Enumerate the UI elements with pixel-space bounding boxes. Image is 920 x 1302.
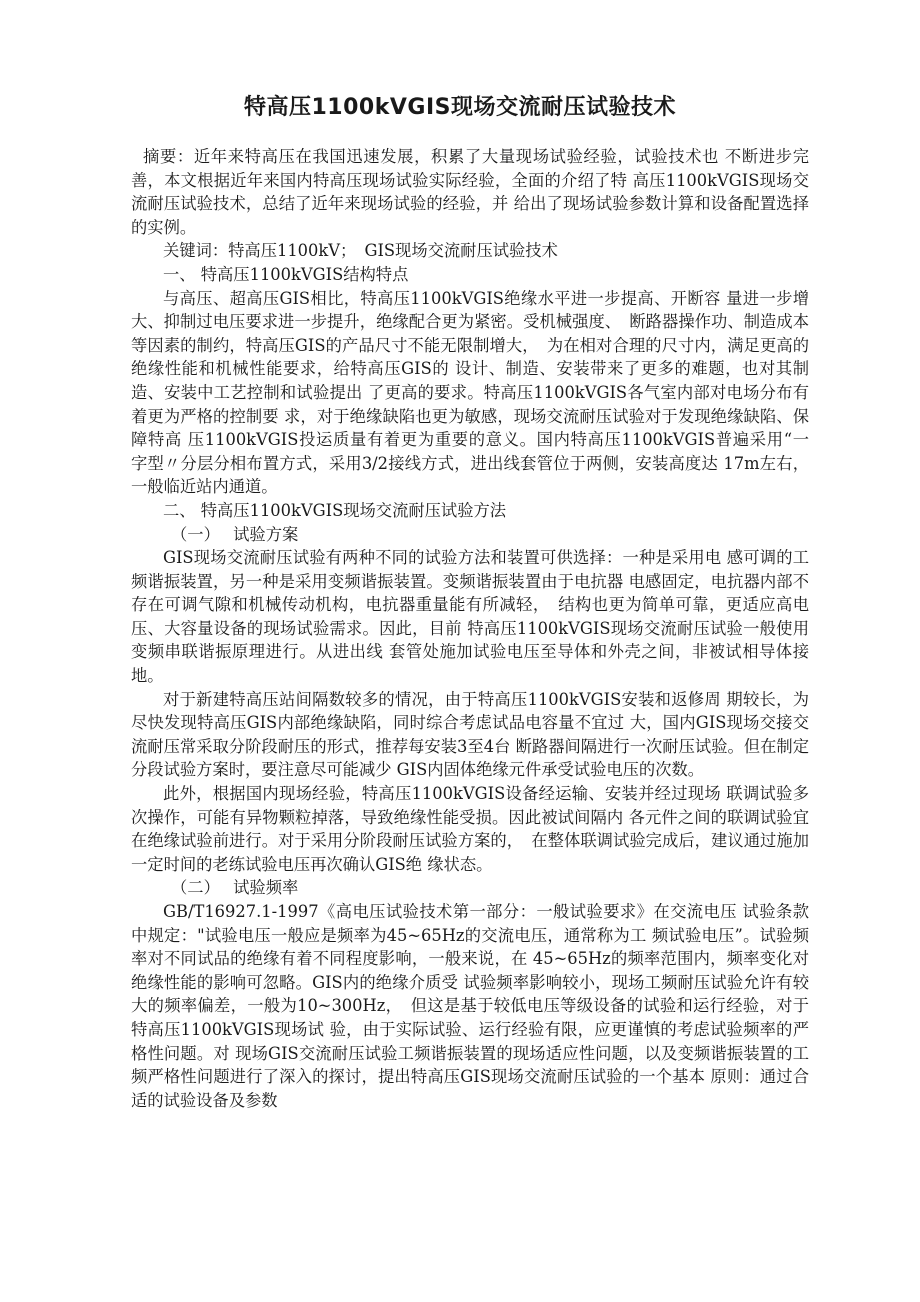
subsection-2-1-paragraph-1: GIS现场交流耐压试验有两种不同的试验方法和装置可供选择：一种是采用电 感可调的工频谐振装置，另一种是采用变频谐振装置。变频谐振装置由于电抗器 电感固定，电抗器内部不存在可调气隙和机械传动机构，电抗器重量能有所减轻， 结构也更为简单可靠，更适应高电压、大容量设备的现场试验需求。因此，目前 特高压1100kVGIS现场交流耐压试验一般使用变频串联谐振原理进行。从进出线 套管处施加试验电压至导体和外壳之间，非被试相导体接地。	[131, 548, 809, 686]
subsection-2-1-heading: （一） 试验方案	[171, 524, 299, 544]
keywords-line: 关键词：特高压1100kV； GIS现场交流耐压试验技术	[163, 241, 558, 261]
subsection-2-2-heading: （二） 试验频率	[171, 878, 299, 898]
section-1-paragraph: 与高压、超高压GIS相比，特高压1100kVGIS绝缘水平进一步提高、开断容 量进一步增大、抑制过电压要求进一步提升，绝缘配合更为紧密。受机械强度、 断路器操作功、制造成本等因素的制约，特高压GIS的产品尺寸不能无限制增大， 为在相对合理的尺寸内，满足更高的绝缘性能和机械性能要求，给特高压GIS的 设计、制造、安装带来了更多的难题，也对其制造、安装中工艺控制和试验提出 了更高的要求。特高压1100kVGIS各气室内部对电场分布有着更为严格的控制要 求，对于绝缘缺陷也更为敏感，现场交流耐压试验对于发现绝缘缺陷、保障特高 压1100kVGIS投运质量有着更为重要的意义。国内特高压1100kVGIS普遍采用“一 字型〃分层分相布置方式，采用3/2接线方式，进出线套管位于两侧，安装高度达 17m左右，一般临近站内通道。	[131, 288, 809, 497]
subsection-2-2-paragraph: GB/T16927.1-1997《高电压试验技术第一部分：一般试验要求》在交流电压 试验条款中规定："试验电压一般应是频率为45~65Hz的交流电压，通常称为工 频试验电压”。试验频率对不同试品的绝缘有着不同程度影响，一般来说，在 45~65Hz的频率范围内，频率变化对绝缘性能的影响可忽略。GIS内的绝缘介质受 试验频率影响较小，现场工频耐压试验允许有较大的频率偏差，一般为10~300Hz， 但这是基于较低电压等级设备的试验和运行经验，对于特高压1100kVGIS现场试 验，由于实际试验、运行经验有限，应更谨慎的考虑试验频率的严格性问题。对 现场GIS交流耐压试验工频谐振装置的现场适应性问题，以及变频谐振装置的工 频严格性问题进行了深入的探讨，提出特高压GIS现场交流耐压试验的一个基本 原则：通过合适的试验设备及参数	[131, 902, 809, 1110]
section-1-heading: 一、 特高压1100kVGIS结构特点	[163, 264, 409, 284]
subsection-2-1-paragraph-3: 此外，根据国内现场经验，特高压1100kVGIS设备经运输、安装并经过现场 联调试验多次操作，可能有异物颗粒掉落，导致绝缘性能受损。因此被试间隔内 各元件之间的联调试验宜在绝缘试验前进行。对于采用分阶段耐压试验方案的， 在整体联调试验完成后，建议通过施加一定时间的老练试验电压再次确认GIS绝 缘状态。	[131, 784, 809, 874]
subsection-2-1-paragraph-2: 对于新建特高压站间隔数较多的情况，由于特高压1100kVGIS安装和返修周 期较长，为尽快发现特高压GIS内部绝缘缺陷，同时综合考虑试品电容量不宜过 大，国内GIS现场交接交流耐压常采取分阶段耐压的形式，推荐每安装3至4台 断路器间隔进行一次耐压试验。但在制定分段试验方案时，要注意尽可能减少 GIS内固体绝缘元件承受试验电压的次数。	[131, 689, 809, 780]
page-title: 特高压1100kVGIS现场交流耐压试验技术	[244, 95, 676, 120]
document-body	[131, 145, 809, 1112]
section-2-heading: 二、 特高压1100kVGIS现场交流耐压试验方法	[163, 500, 507, 520]
abstract-paragraph: 摘要：近年来特高压在我国迅速发展，积累了大量现场试验经验，试验技术也 不断进步完善，本文根据近年来国内特高压现场试验实际经验，全面的介绍了特 高压1100kVGIS现场交流耐压试验技术，总结了近年来现场试验的经验，并 给出了现场试验参数计算和设备配置选择的实例。	[131, 147, 809, 237]
